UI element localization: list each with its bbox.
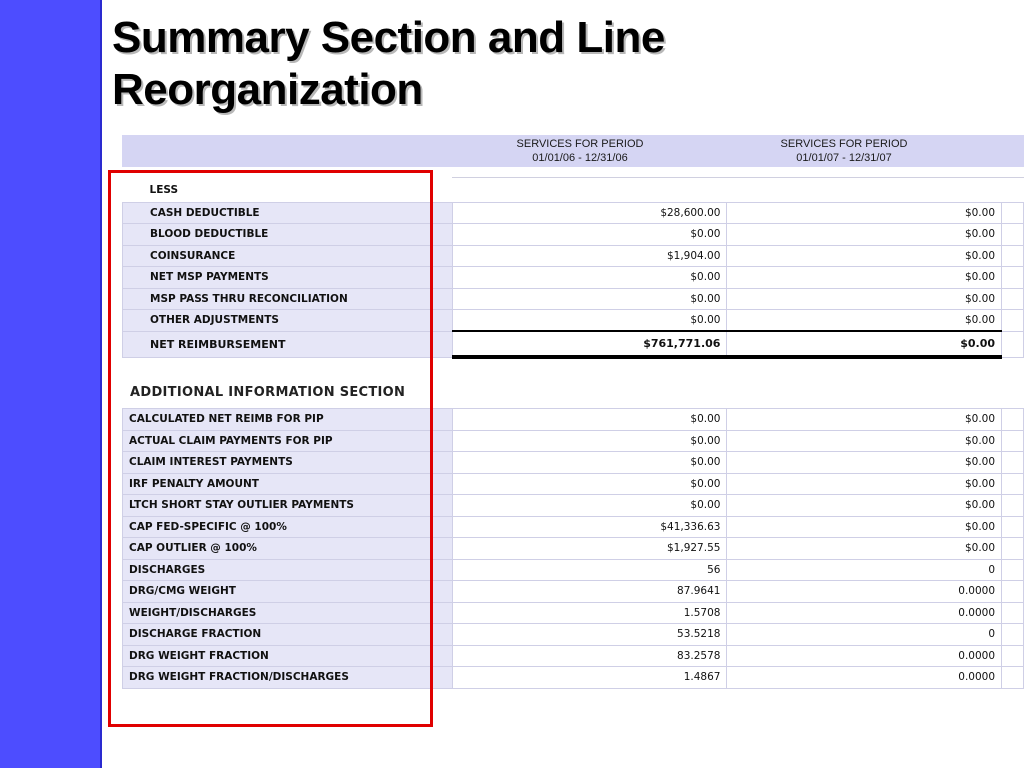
table-row — [123, 645, 1024, 667]
truncated-column — [1002, 288, 1024, 310]
row-label: DRG/CMG WEIGHT — [123, 581, 453, 603]
row-label: BLOOD DEDUCTIBLE — [123, 224, 453, 246]
table-row — [123, 288, 1024, 310]
period2-value: 0 — [727, 559, 1002, 581]
truncated-column — [1002, 602, 1024, 624]
period1-value: $0.00 — [452, 473, 727, 495]
table-row — [123, 538, 1024, 560]
less-label: LESS — [123, 178, 453, 202]
truncated-column — [1002, 624, 1024, 646]
table-row — [123, 331, 1024, 357]
period1-value: 53.5218 — [452, 624, 727, 646]
truncated-column — [1002, 224, 1024, 246]
truncated-column — [1002, 473, 1024, 495]
row-label: MSP PASS THRU RECONCILIATION — [123, 288, 453, 310]
period2-value: $0.00 — [727, 331, 1002, 357]
period1-value: $0.00 — [452, 452, 727, 474]
period2-value: $0.00 — [727, 538, 1002, 560]
period1-value: $1,904.00 — [452, 245, 727, 267]
table-row — [123, 202, 1024, 224]
row-label: DRG WEIGHT FRACTION/DISCHARGES — [123, 667, 453, 689]
period1-dates: 01/01/06 - 12/31/06 — [532, 152, 628, 164]
period2-value: $0.00 — [727, 224, 1002, 246]
period2-value: $0.00 — [727, 267, 1002, 289]
period2-value: $0.00 — [727, 516, 1002, 538]
period2-value: $0.00 — [727, 409, 1002, 431]
slide-left-bar — [0, 0, 102, 768]
row-label: CALCULATED NET REIMB FOR PIP — [123, 409, 453, 431]
period1-value: $0.00 — [452, 310, 727, 332]
additional-info-table — [122, 408, 1024, 689]
row-label: DRG WEIGHT FRACTION — [123, 645, 453, 667]
period1-value: $761,771.06 — [452, 331, 727, 357]
period2-label: SERVICES FOR PERIOD — [780, 138, 908, 150]
row-label: ACTUAL CLAIM PAYMENTS FOR PIP — [123, 430, 453, 452]
truncated-column — [1002, 581, 1024, 603]
truncated-column — [1002, 430, 1024, 452]
period2-dates: 01/01/07 - 12/31/07 — [796, 152, 892, 164]
period1-value: $28,600.00 — [452, 202, 727, 224]
table-row — [123, 602, 1024, 624]
additional-section-title: ADDITIONAL INFORMATION SECTION — [130, 385, 406, 400]
slide-title-line2: Reorganization — [112, 65, 423, 114]
period1-value: $0.00 — [452, 224, 727, 246]
truncated-column — [1002, 538, 1024, 560]
row-label: NET MSP PAYMENTS — [123, 267, 453, 289]
period2-value: $0.00 — [727, 452, 1002, 474]
row-label: OTHER ADJUSTMENTS — [123, 310, 453, 332]
summary-table — [122, 178, 1024, 359]
period1-value: $0.00 — [452, 267, 727, 289]
row-label: CAP FED-SPECIFIC @ 100% — [123, 516, 453, 538]
truncated-column — [1002, 331, 1024, 357]
truncated-column — [1002, 452, 1024, 474]
row-label: DISCHARGES — [123, 559, 453, 581]
truncated-column — [1002, 310, 1024, 332]
period1-value: $1,927.55 — [452, 538, 727, 560]
period-header — [122, 135, 1024, 167]
row-label: CASH DEDUCTIBLE — [123, 202, 453, 224]
table-row — [123, 430, 1024, 452]
period1-value: 1.5708 — [452, 602, 727, 624]
row-label: IRF PENALTY AMOUNT — [123, 473, 453, 495]
table-row — [123, 224, 1024, 246]
period2-value: $0.00 — [727, 245, 1002, 267]
period2-value: $0.00 — [727, 495, 1002, 517]
table-row — [123, 452, 1024, 474]
period1-header — [490, 137, 670, 165]
period2-value: 0.0000 — [727, 581, 1002, 603]
period1-label: SERVICES FOR PERIOD — [516, 138, 644, 150]
slide-title-line1: Summary Section and Line — [112, 13, 665, 62]
truncated-column — [1002, 245, 1024, 267]
period1-value: $0.00 — [452, 430, 727, 452]
slide-title — [112, 12, 812, 116]
table-row — [123, 667, 1024, 689]
period2-value: $0.00 — [727, 288, 1002, 310]
row-label: CAP OUTLIER @ 100% — [123, 538, 453, 560]
row-label: NET REIMBURSEMENT — [123, 331, 453, 357]
period1-value: $0.00 — [452, 409, 727, 431]
truncated-column — [1002, 202, 1024, 224]
row-label: DISCHARGE FRACTION — [123, 624, 453, 646]
period2-value: $0.00 — [727, 430, 1002, 452]
table-row — [123, 624, 1024, 646]
table-row — [123, 581, 1024, 603]
less-row — [123, 178, 1024, 202]
truncated-column — [1002, 667, 1024, 689]
truncated-column — [1002, 516, 1024, 538]
period1-value: 87.9641 — [452, 581, 727, 603]
period2-value: 0.0000 — [727, 667, 1002, 689]
period2-header — [754, 137, 934, 165]
table-row — [123, 310, 1024, 332]
table-row — [123, 409, 1024, 431]
row-label: CLAIM INTEREST PAYMENTS — [123, 452, 453, 474]
empty-cell — [452, 178, 727, 202]
table-row — [123, 473, 1024, 495]
period2-value: $0.00 — [727, 202, 1002, 224]
row-label: WEIGHT/DISCHARGES — [123, 602, 453, 624]
truncated-column — [1002, 409, 1024, 431]
period2-value: $0.00 — [727, 310, 1002, 332]
period1-value: $41,336.63 — [452, 516, 727, 538]
truncated-column — [1002, 559, 1024, 581]
period1-value: 1.4867 — [452, 667, 727, 689]
truncated-column — [1002, 267, 1024, 289]
table-row — [123, 245, 1024, 267]
row-label: COINSURANCE — [123, 245, 453, 267]
period1-value: 56 — [452, 559, 727, 581]
truncated-column — [1002, 495, 1024, 517]
table-row — [123, 516, 1024, 538]
period2-value: 0.0000 — [727, 602, 1002, 624]
empty-cell — [727, 178, 1002, 202]
empty-cell — [1002, 178, 1024, 202]
table-row — [123, 559, 1024, 581]
row-label: LTCH SHORT STAY OUTLIER PAYMENTS — [123, 495, 453, 517]
period2-value: $0.00 — [727, 473, 1002, 495]
period2-value: 0.0000 — [727, 645, 1002, 667]
period1-value: $0.00 — [452, 495, 727, 517]
table-row — [123, 267, 1024, 289]
period1-value: $0.00 — [452, 288, 727, 310]
period1-value: 83.2578 — [452, 645, 727, 667]
table-row — [123, 495, 1024, 517]
period2-value: 0 — [727, 624, 1002, 646]
truncated-column — [1002, 645, 1024, 667]
